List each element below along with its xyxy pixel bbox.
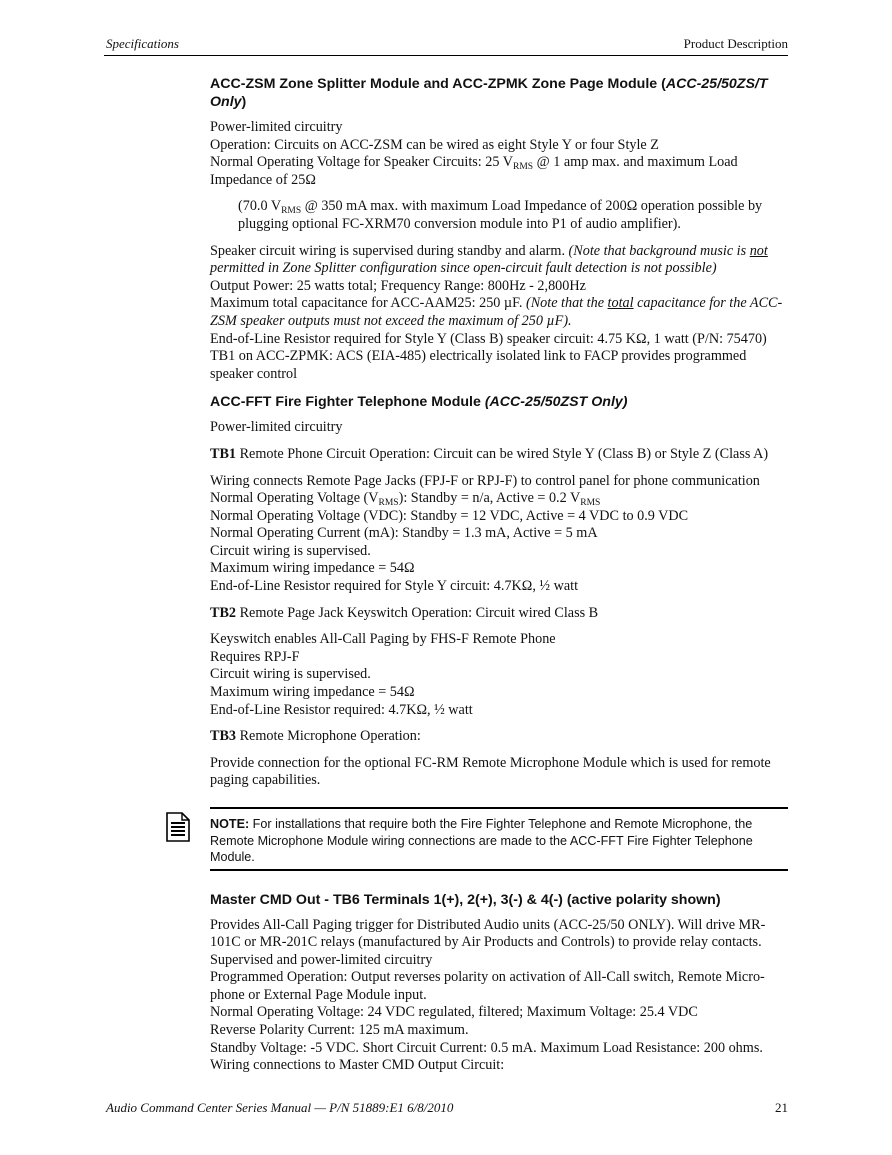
- spec-text: Maximum total capacitance for ACC-AAM25: 250 µF.: [210, 295, 526, 312]
- spec-text: @ 350 mA max. with maximum Load Impedance of 200Ω operation possible by plugging optional FC-XRM70 conversion module into P1 of audio amplifier).: [238, 198, 763, 232]
- section-heading-fire-fighter-telephone: [210, 393, 788, 411]
- heading-text: ACC-FFT Fire Fighter Telephone Module: [210, 394, 485, 411]
- spec-text-italic: (Note that the: [525, 295, 608, 312]
- terminal-label: TB3: [210, 728, 237, 745]
- heading-text-italic: ACC-25/50ZS/T Only: [210, 76, 768, 110]
- spec-text: (70.0 V: [238, 198, 282, 215]
- spec-text-underlined: not: [749, 242, 768, 259]
- spec-line: Normal Operating Voltage: 24 VDC regulated, filtered; Maximum Voltage: 25.4 VDC: [210, 1004, 698, 1021]
- spec-text-italic: (Note that background music is: [568, 242, 750, 259]
- footer-manual-title: Audio Command Center Series Manual — P/N 51889:E1 6/8/2010: [106, 1100, 454, 1115]
- spec-line: Circuit wiring is supervised.: [210, 542, 371, 559]
- spec-line: Circuit wiring is supervised.: [210, 666, 371, 683]
- spec-line: [210, 490, 788, 508]
- heading-text-close: ): [241, 94, 247, 110]
- spec-text: Remote Phone Circuit Operation: Circuit can be wired Style Y (Class B) or Style Z (Class A): [236, 445, 769, 462]
- subscript: RMS: [580, 498, 601, 509]
- spec-line: Normal Operating Current (mA): Standby = 1.3 mA, Active = 5 mA: [210, 525, 598, 542]
- page-number: 21: [775, 1100, 788, 1115]
- spec-paragraph: Power-limited circuitry: [210, 419, 343, 436]
- spec-line: Normal Operating Voltage (VDC): Standby = 12 VDC, Active = 4 VDC to 0.9 VDC: [210, 507, 689, 524]
- spec-line: End-of-Line Resistor required: 4.7KΩ, ½ watt: [210, 701, 473, 718]
- heading-text: ACC-ZSM Zone Splitter Module and ACC-ZPMK Zone Page Module (: [210, 76, 666, 92]
- section-heading-zone-splitter: [210, 75, 788, 111]
- subscript: RMS: [281, 206, 302, 217]
- spec-line: Power-limited circuitry: [210, 119, 343, 135]
- spec-line: Output Power: 25 watts total; Frequency Range: 800Hz - 2,800Hz: [210, 277, 586, 294]
- note-text: For installations that require both the Fire Fighter Telephone and Remote Microphone, the Remote Microphone Module wiring connections are made to the ACC-FFT Fire Fighter Telephone Module.: [210, 817, 753, 864]
- spec-text-italic: capacitance for the ACC-ZSM speaker outputs must not exceed the maximum of 250 µF).: [210, 295, 783, 329]
- terminal-label: TB1: [210, 445, 237, 462]
- spec-text: Speaker circuit wiring is supervised during standby and alarm.: [210, 242, 569, 259]
- spec-line: Operation: Circuits on ACC-ZSM can be wired as eight Style Y or four Style Z: [210, 136, 659, 153]
- note-label: NOTE:: [210, 817, 250, 831]
- spec-line: [210, 154, 788, 189]
- spec-line: Provides All-Call Paging trigger for Distributed Audio units (ACC-25/50 ONLY). Will drive MR-101C or MR-201C relays (manufactured by Air Products and Controls) to provide relay contacts.: [210, 916, 766, 951]
- spec-text: Remote Page Jack Keyswitch Operation: Circuit wired Class B: [236, 604, 599, 621]
- spec-line: Standby Voltage: -5 VDC. Short Circuit Current: 0.5 mA. Maximum Load Resistance: 200 ohms.: [210, 1039, 763, 1056]
- tb1-specs: [210, 473, 788, 596]
- master-cmd-specs: [210, 917, 788, 1075]
- tb2-specs: [210, 631, 788, 719]
- page-body: [210, 75, 788, 1084]
- spec-line: Keyswitch enables All-Call Paging by FHS-F Remote Phone: [210, 631, 556, 648]
- spec-text: Normal Operating Voltage for Speaker Circuits: 25 V: [210, 154, 513, 171]
- zone-splitter-specs-continued: [210, 243, 788, 384]
- header-rule: [104, 55, 788, 56]
- tb1-paragraph: [210, 446, 788, 464]
- spec-line: Maximum wiring impedance = 54Ω: [210, 560, 415, 577]
- spec-line: Maximum wiring impedance = 54Ω: [210, 684, 415, 701]
- indented-note-70v: [210, 198, 788, 233]
- spec-line: Programmed Operation: Output reverses polarity on activation of All-Call switch, Remote Micro-phone or External Page Module input.: [210, 969, 765, 1003]
- tb2-paragraph: [210, 605, 788, 623]
- running-header-chapter: Product Description: [683, 36, 788, 51]
- heading-text-italic: (ACC-25/50ZST Only): [484, 394, 628, 411]
- spec-line: Wiring connects Remote Page Jacks (FPJ-F or RPJ-F) to control panel for phone communication: [210, 472, 760, 489]
- spec-text: @ 1 amp max. and maximum Load Impedance of 25Ω: [210, 154, 738, 188]
- subscript: RMS: [378, 498, 399, 509]
- spec-line: TB1 on ACC-ZPMK: ACS (EIA-485) electrically isolated link to FACP provides programmed speaker control: [210, 348, 747, 382]
- section-heading-master-cmd-out: Master CMD Out - TB6 Terminals 1(+), 2(+), 3(-) & 4(-) (active polarity shown): [210, 891, 721, 908]
- spec-text-underlined: total: [607, 295, 634, 312]
- spec-text: ): Standby = n/a, Active = 0.2 V: [398, 490, 581, 507]
- spec-text-italic: permitted in Zone Splitter configuration since open-circuit fault detection is not possible): [210, 260, 717, 277]
- spec-line: [210, 243, 788, 278]
- spec-paragraph: Provide connection for the optional FC-RM Remote Microphone Module which is used for remote paging capabilities.: [210, 754, 771, 789]
- zone-splitter-specs: [210, 119, 788, 189]
- spec-line: End-of-Line Resistor required for Style Y circuit: 4.7KΩ, ½ watt: [210, 578, 579, 595]
- tb3-paragraph: [210, 728, 788, 746]
- spec-line: End-of-Line Resistor required for Style Y (Class B) speaker circuit: 4.75 KΩ, 1 watt (P/N: 75470): [210, 330, 767, 347]
- spec-line: [210, 295, 788, 330]
- spec-text: Normal Operating Voltage (V: [210, 490, 379, 507]
- note-document-icon: [166, 812, 190, 842]
- spec-line: Supervised and power-limited circuitry: [210, 951, 433, 968]
- spec-line: Reverse Polarity Current: 125 mA maximum.: [210, 1022, 469, 1039]
- spec-text: Remote Microphone Operation:: [236, 728, 421, 745]
- terminal-label: TB2: [210, 604, 237, 621]
- spec-line: Wiring connections to Master CMD Output Circuit:: [210, 1057, 505, 1074]
- spec-line: Requires RPJ-F: [210, 648, 300, 665]
- subscript: RMS: [513, 162, 534, 173]
- note-callout: [210, 807, 788, 871]
- running-header-section: Specifications: [106, 36, 179, 51]
